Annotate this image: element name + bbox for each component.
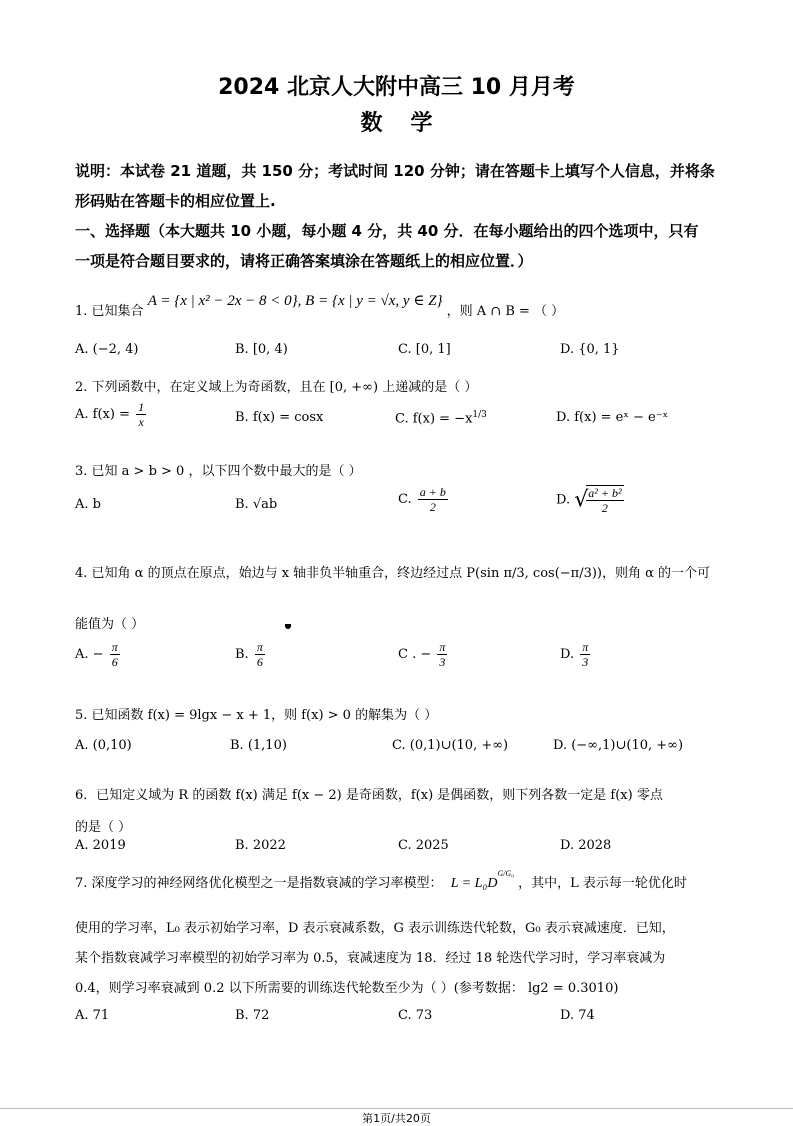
intro-line-1: 说明：本试卷 21 道题，共 150 分；考试时间 120 分钟；请在答题卡上填写个人信息，并将条 [75, 162, 715, 180]
q6-option-d: D. 2028 [560, 838, 612, 853]
q7-option-c: C. 73 [398, 1008, 433, 1023]
q4-d-label: D. [560, 647, 575, 662]
q4-stem-2: 能值为（ ） [75, 617, 145, 632]
q1-prefix: 1. 已知集合 [75, 304, 144, 319]
q2-a-numerator: 1 [138, 400, 145, 414]
q2-option-c [395, 410, 487, 426]
q4-c-label: C . − [398, 647, 432, 662]
q3-option-b: B. √ab [235, 497, 278, 512]
q4-option-c [398, 640, 449, 669]
q2-a-label: A. f(x) = [75, 407, 130, 422]
q1-option-c: C. [0, 1] [398, 342, 451, 357]
stray-mark [285, 624, 291, 629]
footer-divider [0, 1108, 793, 1109]
q7-line-3: 某个指数衰减学习率模型的初始学习率为 0.5，衰减速度为 18．经过 18 轮迭代学习时，学习率衰减为 [75, 951, 666, 966]
q3-d-numerator: a² + b² [588, 486, 622, 500]
q1-option-b: B. [0, 4) [235, 342, 288, 357]
q7-option-b: B. 72 [235, 1008, 270, 1023]
q5-option-b: B. (1,10) [230, 738, 287, 753]
q3-d-label: D. [556, 492, 571, 508]
q1-suffix: ，则 A ∩ B = （ ） [446, 304, 565, 319]
q4-a-denominator: 6 [110, 654, 120, 669]
q2-c-text: C. f(x) = −x [395, 411, 473, 427]
q4-a-label: A. − [75, 647, 104, 662]
q2-option-b: B. f(x) = cosx [235, 410, 324, 425]
q6-stem-2: 的是（ ） [75, 820, 132, 835]
section-heading-2: 一项是符合题目要求的，请将正确答案填涂在答题纸上的相应位置．） [75, 252, 533, 270]
q4-option-a [75, 640, 122, 669]
q2-a-denominator: x [136, 414, 146, 429]
subject-title: 数学 [360, 111, 461, 136]
q4-b-denominator: 6 [255, 654, 265, 669]
q7-formula: L = L₀D [450, 876, 498, 891]
q7-formula-exponent: G/G₀ [497, 868, 514, 878]
q2-c-exponent: 1/3 [472, 410, 487, 420]
q6-stem: 6．已知定义域为 R 的函数 f(x) 满足 f(x − 2) 是奇函数，f(x) 是偶函数，则下列各数一定是 f(x) 零点 [75, 788, 663, 803]
q4-a-numerator: π [111, 640, 118, 654]
q1-set-a: A = {x | x² − 2x − 8 < 0} [147, 293, 298, 309]
intro-line-2: 形码贴在答题卡的相应位置上. [75, 192, 276, 210]
q1-option-d: D. {0, 1} [560, 342, 620, 357]
q4-d-numerator: π [582, 640, 589, 654]
q1-option-a: A. (−2, 4) [75, 342, 139, 357]
q6-option-b: B. 2022 [235, 838, 286, 853]
q4-b-numerator: π [256, 640, 263, 654]
page-number: 第1页/共20页 [362, 1112, 431, 1125]
q6-option-a: A. 2019 [75, 838, 126, 853]
q7-stem-start: 7. 深度学习的神经网络优化模型之一是指数衰减的学习率模型： [75, 876, 443, 891]
q5-option-d: D. (−∞,1)∪(10, +∞) [553, 738, 684, 753]
q3-stem: 3. 已知 a > b > 0 ，以下四个数中最大的是（ ） [75, 464, 362, 479]
q4-b-label: B. [235, 647, 249, 662]
q3-c-label: C. [398, 492, 412, 507]
q2-option-d: D. f(x) = eˣ − e⁻ˣ [556, 410, 669, 425]
q3-option-a: A. b [75, 497, 101, 512]
q3-option-d: D. √ $\frac{\text{a² + b²}}{2}$ [556, 486, 622, 515]
q4-c-denominator: 3 [437, 654, 447, 669]
q7-line-2: 使用的学习率，L₀ 表示初始学习率，D 表示衰减系数，G 表示训练迭代轮数，G₀ 表示衰减速度．已知， [75, 921, 675, 936]
q4-stem: 4. 已知角 α 的顶点在原点，始边与 x 轴非负半轴重合，终边经过点 P(sin π/3, cos(−π/3))，则角 α 的一个可 [75, 566, 711, 581]
q7-stem [75, 868, 687, 892]
q5-option-c: C. (0,1)∪(10, +∞) [392, 738, 509, 753]
q4-option-d [560, 640, 592, 669]
q1-stem [75, 293, 565, 320]
q3-option-c [398, 485, 450, 514]
q5-option-a: A. (0,10) [75, 738, 132, 753]
q2-option-a [75, 400, 148, 429]
section-heading-1: 一、选择题（本大题共 10 小题，每小题 4 分，共 40 分．在每小题给出的四个选项中，只有 [75, 222, 699, 240]
q7-line-4: 0.4，则学习率衰减到 0.2 以下所需要的训练迭代轮数至少为（ ）(参考数据： lg2 = 0.3010) [75, 981, 619, 996]
q3-c-denominator: 2 [418, 499, 448, 514]
q2-stem: 2. 下列函数中，在定义域上为奇函数，且在 [0, +∞) 上递减的是（ ） [75, 380, 478, 395]
q7-stem-end: ，其中，L 表示每一轮优化时 [518, 876, 687, 891]
q4-c-numerator: π [439, 640, 446, 654]
q7-option-d: D. 74 [560, 1008, 595, 1023]
q7-option-a: A. 71 [75, 1008, 110, 1023]
q4-d-denominator: 3 [580, 654, 590, 669]
q3-d-denominator: 2 [586, 500, 623, 515]
q3-c-numerator: a + b [419, 485, 446, 499]
q1-set-b: , B = {x | y = √x, y ∈ Z} [297, 293, 443, 309]
q5-stem: 5. 已知函数 f(x) = 9lgx − x + 1，则 f(x) > 0 的解集为（ ） [75, 708, 438, 723]
q4-option-b [235, 640, 267, 669]
q6-option-c: C. 2025 [398, 838, 449, 853]
exam-title: 2024 北京人大附中高三 10 月月考 [218, 75, 575, 100]
